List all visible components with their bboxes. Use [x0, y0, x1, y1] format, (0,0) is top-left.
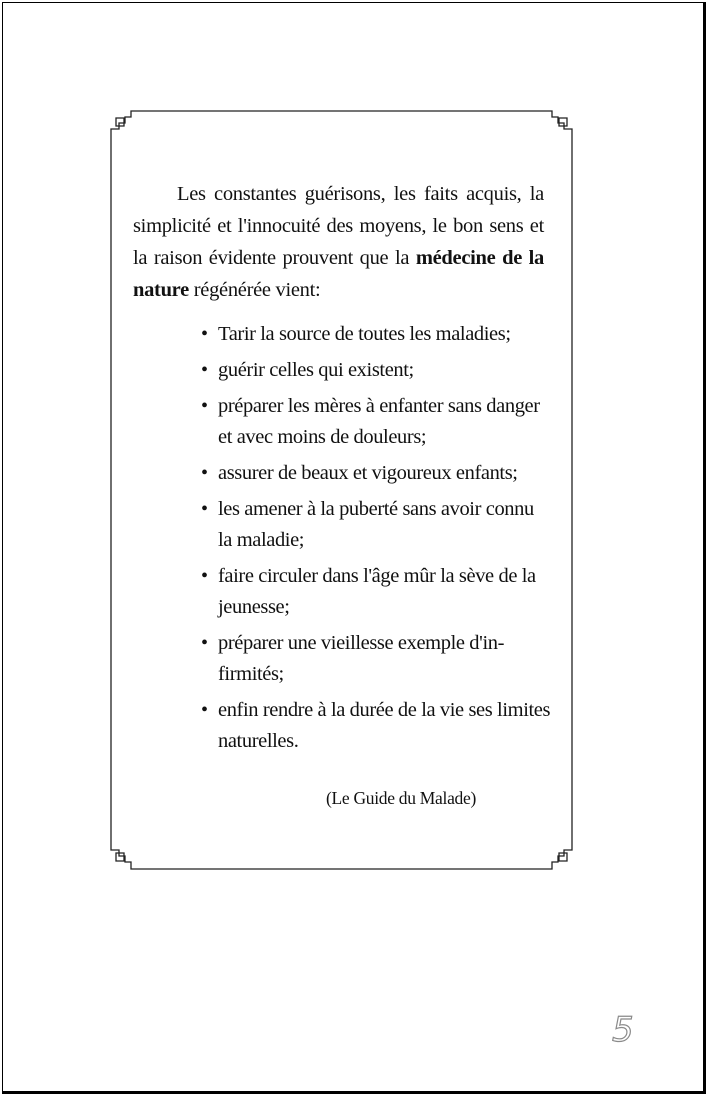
list-item-text: assurer de beaux et vigoureux enfants; — [218, 462, 518, 484]
intro-paragraph — [133, 178, 544, 306]
bullet-icon: • — [201, 323, 208, 345]
list-item — [201, 458, 551, 489]
source-citation: (Le Guide du Malade) — [326, 788, 476, 808]
bullet-icon: • — [201, 359, 208, 381]
intro-text: Les constantes guérisons, les faits acquis, la simplicité et l'innocuité des moyens, le bon sens et la raison évidente prouvent que la — [133, 183, 544, 269]
list-item — [201, 628, 551, 690]
list-item-text: faire circuler dans l'âge mûr la sève de la jeunesse; — [218, 565, 536, 618]
bullet-list — [201, 319, 551, 757]
intro-bold-phrase: médecine de la nature — [133, 247, 544, 301]
bullet-icon: • — [201, 498, 208, 520]
list-item-text: Tarir la source de toutes les maladies; — [218, 323, 511, 345]
bullet-icon: • — [201, 462, 208, 484]
list-item — [201, 494, 551, 556]
list-item-text: préparer les mères à enfanter sans danger et avec moins de douleurs; — [218, 395, 540, 448]
bullet-icon: • — [201, 565, 208, 587]
list-item — [201, 319, 551, 350]
bullet-icon: • — [201, 395, 208, 417]
list-item — [201, 561, 551, 623]
text-block — [133, 178, 551, 762]
list-item — [201, 391, 551, 453]
list-item — [201, 695, 551, 757]
list-item-text: préparer une vieillesse exemple d'infirmités; — [218, 632, 505, 685]
list-item-text: les amener à la puberté sans avoir connu la maladie; — [218, 498, 534, 551]
list-item — [201, 355, 551, 386]
list-item-text: enfin rendre à la durée de la vie ses limites naturelles. — [218, 699, 551, 752]
bullet-icon: • — [201, 699, 208, 721]
page-number: 5 — [612, 1010, 634, 1050]
bullet-icon: • — [201, 632, 208, 654]
list-item-text: guérir celles qui existent; — [218, 359, 414, 381]
intro-ending: régénérée vient: — [188, 279, 321, 301]
